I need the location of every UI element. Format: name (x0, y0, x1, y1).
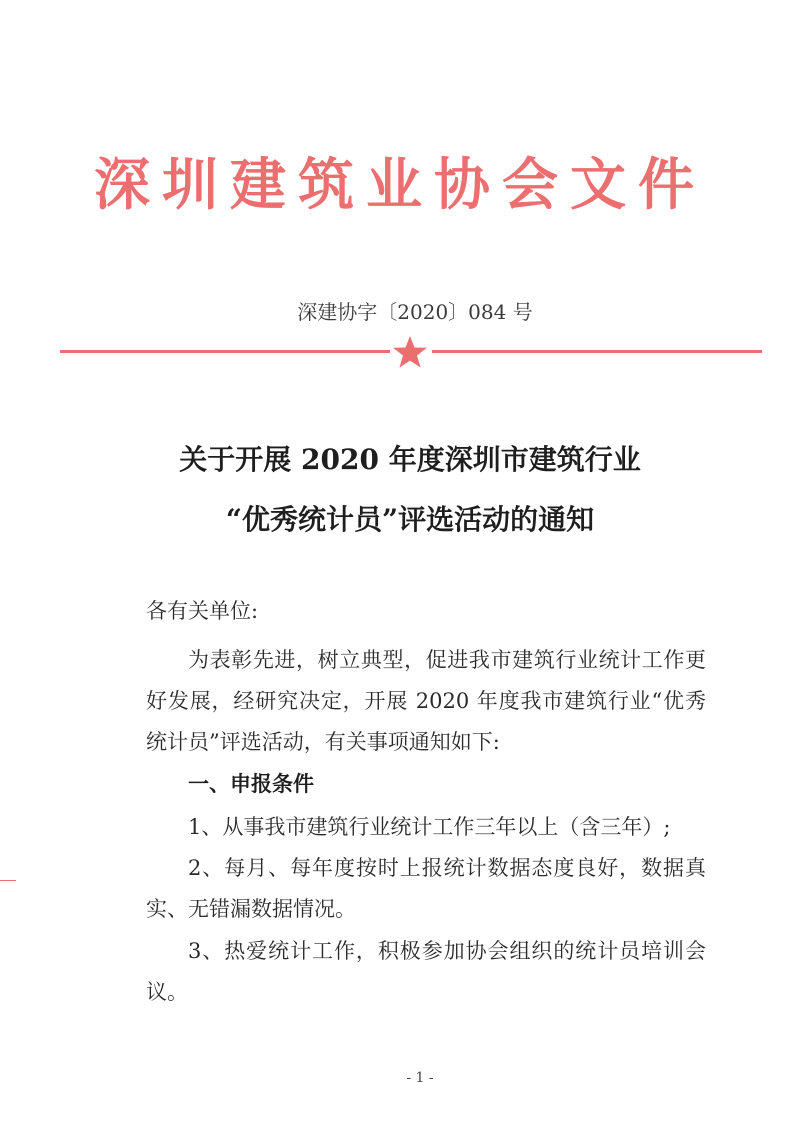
notice-title-line-1: 关于开展 2020 年度深圳市建筑行业 (179, 443, 641, 476)
header-divider-left (60, 350, 390, 353)
salutation: 各有关单位: (146, 599, 259, 623)
condition-item-3: 3、热爱统计工作，积极参加协会组织的统计员培训会议。 (146, 939, 706, 1004)
notice-title-line-2: “优秀统计员”评选活动的通知 (225, 503, 595, 536)
document-header-title: 深圳建筑业协会文件 (94, 152, 706, 218)
page-number: - 1 - (406, 1070, 434, 1086)
header-divider-right (432, 350, 762, 353)
red-star-icon (390, 332, 430, 372)
condition-item-1: 1、从事我市建筑行业统计工作三年以上（含三年）; (188, 815, 671, 839)
scan-mark (0, 880, 16, 881)
condition-item-2: 2、每月、每年度按时上报统计数据态度良好，数据真实、无错漏数据情况。 (146, 856, 706, 921)
document-number: 深建协字〔2020〕084 号 (297, 300, 533, 324)
section-heading-application-conditions: 一、申报条件 (188, 772, 314, 796)
intro-paragraph: 为表彰先进，树立典型，促进我市建筑行业统计工作更好发展，经研究决定，开展 2020 年度我市建筑行业“优秀统计员”评选活动，有关事项通知如下: (146, 648, 706, 754)
